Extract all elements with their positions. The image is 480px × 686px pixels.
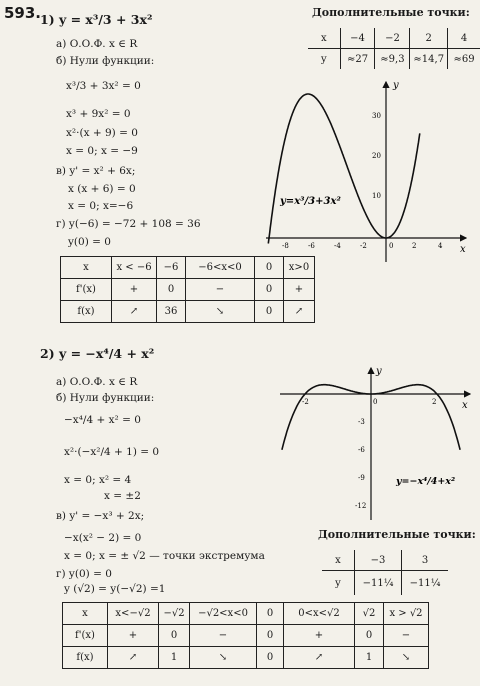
part1-function-text: y = x³/3 + 3x² [58,12,153,27]
axis-x-label: x [462,400,468,411]
axis-y-label: y [376,366,382,377]
table-cell: 1 [355,647,384,669]
x-tick: 2 [412,242,417,250]
table-cell: ↗ [108,647,159,669]
table-cell: − [186,279,255,301]
graph-label: y=−x⁴/4+x² [396,476,456,487]
part2-zeros-heading: б) Нули функции: [56,392,155,404]
part2-graph [276,364,476,524]
table-cell: −√2<x<0 [190,603,257,625]
table-cell: 0 [255,301,284,323]
part1-label: 1) [40,12,55,27]
table-cell: 0 [355,625,384,647]
table-cell: 0 [257,647,284,669]
part1-function [40,12,152,27]
part1-zero-step: x³ + 9x² = 0 [66,108,131,120]
x-tick: -2 [360,242,367,250]
y-tick: 10 [372,192,381,200]
table-cell: + [284,279,315,301]
table-cell: −6 [157,257,186,279]
part1-domain: а) О.О.Ф. x ∈ R [56,38,138,50]
part2-function-text: y = −x⁴/4 + x² [58,346,155,361]
table-cell: + [108,625,159,647]
extra-cell: x [322,550,355,571]
table-cell: ↗ [284,647,355,669]
table-cell: + [112,279,157,301]
part2-zero-step: −x⁴/4 + x² = 0 [64,414,141,426]
curve [268,94,420,244]
part2-zero-step: x = 0; x² = 4 [64,474,132,486]
x-tick: 0 [373,398,378,406]
part1-value: y(0) = 0 [68,236,111,248]
table-cell: f'(x) [63,625,108,647]
y-tick: -9 [358,474,365,482]
extra-cell: y [320,53,327,65]
part2-value: г) y(0) = 0 [56,568,112,580]
part1-derivative: в) y' = x² + 6x; [56,165,136,177]
problem-number: 593. [4,4,42,22]
part2-zero-step: x²·(−x²/4 + 1) = 0 [64,446,160,458]
table-cell: 0 [257,625,284,647]
part1-zero-step: x = 0; x = −9 [66,145,138,157]
extra-cell: 4 [448,28,480,49]
part1-extra-title: Дополнительные точки: [312,6,470,19]
table-cell: 0 [159,625,190,647]
y-tick: -12 [355,502,367,510]
x-tick: -4 [334,242,341,250]
part2-label: 2) [40,346,55,361]
part2-domain: а) О.О.Ф. x ∈ R [56,376,138,388]
table-cell: x>0 [284,257,315,279]
table-cell: −√2 [159,603,190,625]
table-cell: − [190,625,257,647]
extra-cell: 2 [410,28,448,49]
axis-y-label: y [393,80,399,91]
part1-value: г) y(−6) = −72 + 108 = 36 [56,218,201,230]
extra-cell: ≈69 [448,49,480,70]
table-cell: − [384,625,429,647]
part2-deriv-step: x = 0; x = ± √2 — точки экстремума [64,550,265,562]
part1-zeros-heading: б) Нули функции: [56,55,155,67]
part2-extra-table [322,550,448,595]
extra-cell: ≈14,7 [410,49,448,70]
table-cell: ↗ [112,301,157,323]
part2-value: y (√2) = y(−√2) =1 [64,583,166,595]
table-cell: f(x) [61,301,112,323]
graph-label: y=x³/3+3x² [280,196,341,207]
table-cell: 1 [159,647,190,669]
extra-cell: y [335,577,341,589]
table-cell: 0 [157,279,186,301]
extra-cell: −11¼ [355,571,402,596]
table-cell: ↗ [284,301,315,323]
table-cell: ↘ [384,647,429,669]
x-tick: -2 [302,398,309,406]
x-tick: 0 [389,242,394,250]
table-cell: −6<x<0 [186,257,255,279]
y-tick: 30 [372,112,381,120]
table-cell: ↘ [190,647,257,669]
part1-deriv-step: x (x + 6) = 0 [68,183,136,195]
y-tick: 20 [372,152,381,160]
table-cell: 0 [255,257,284,279]
table-cell: + [284,625,355,647]
table-cell: √2 [355,603,384,625]
part2-zero-step: x = ±2 [104,490,141,502]
extra-cell: −3 [355,550,402,571]
table-cell: ↘ [186,301,255,323]
extra-cell: −2 [375,28,410,49]
table-cell: f(x) [63,647,108,669]
table-cell: x > √2 [384,603,429,625]
part2-extra-title: Дополнительные точки: [318,528,476,541]
extra-cell: ≈27 [340,49,375,70]
extra-cell: −11¼ [402,571,449,596]
y-tick: -3 [358,418,365,426]
part1-extra-table [308,28,480,69]
part2-derivative: в) y' = −x³ + 2x; [56,510,145,522]
extra-cell: 3 [402,550,449,571]
part2-sign-table [62,602,429,669]
table-cell: 36 [157,301,186,323]
table-cell: 0<x<√2 [284,603,355,625]
x-tick: -6 [308,242,315,250]
extra-cell: ≈9,3 [375,49,410,70]
x-tick: 2 [432,398,437,406]
table-cell: 0 [255,279,284,301]
y-tick: -6 [358,446,365,454]
table-cell: x < −6 [112,257,157,279]
extra-cell: x [308,28,340,49]
table-cell: x [63,603,108,625]
table-cell: x<−√2 [108,603,159,625]
table-cell: x [61,257,112,279]
part2-deriv-step: −x(x² − 2) = 0 [64,532,142,544]
x-tick: 4 [438,242,443,250]
part1-deriv-step: x = 0; x=−6 [68,200,134,212]
table-cell: 0 [257,603,284,625]
part2-function [40,346,154,361]
part1-zero-step: x³/3 + 3x² = 0 [66,80,141,92]
part1-sign-table [60,256,315,323]
extra-cell: −4 [340,28,375,49]
part1-zero-step: x²·(x + 9) = 0 [66,127,138,139]
table-cell: f'(x) [61,279,112,301]
part1-graph [262,76,476,266]
x-tick: -8 [282,242,289,250]
axis-x-label: x [460,244,466,255]
